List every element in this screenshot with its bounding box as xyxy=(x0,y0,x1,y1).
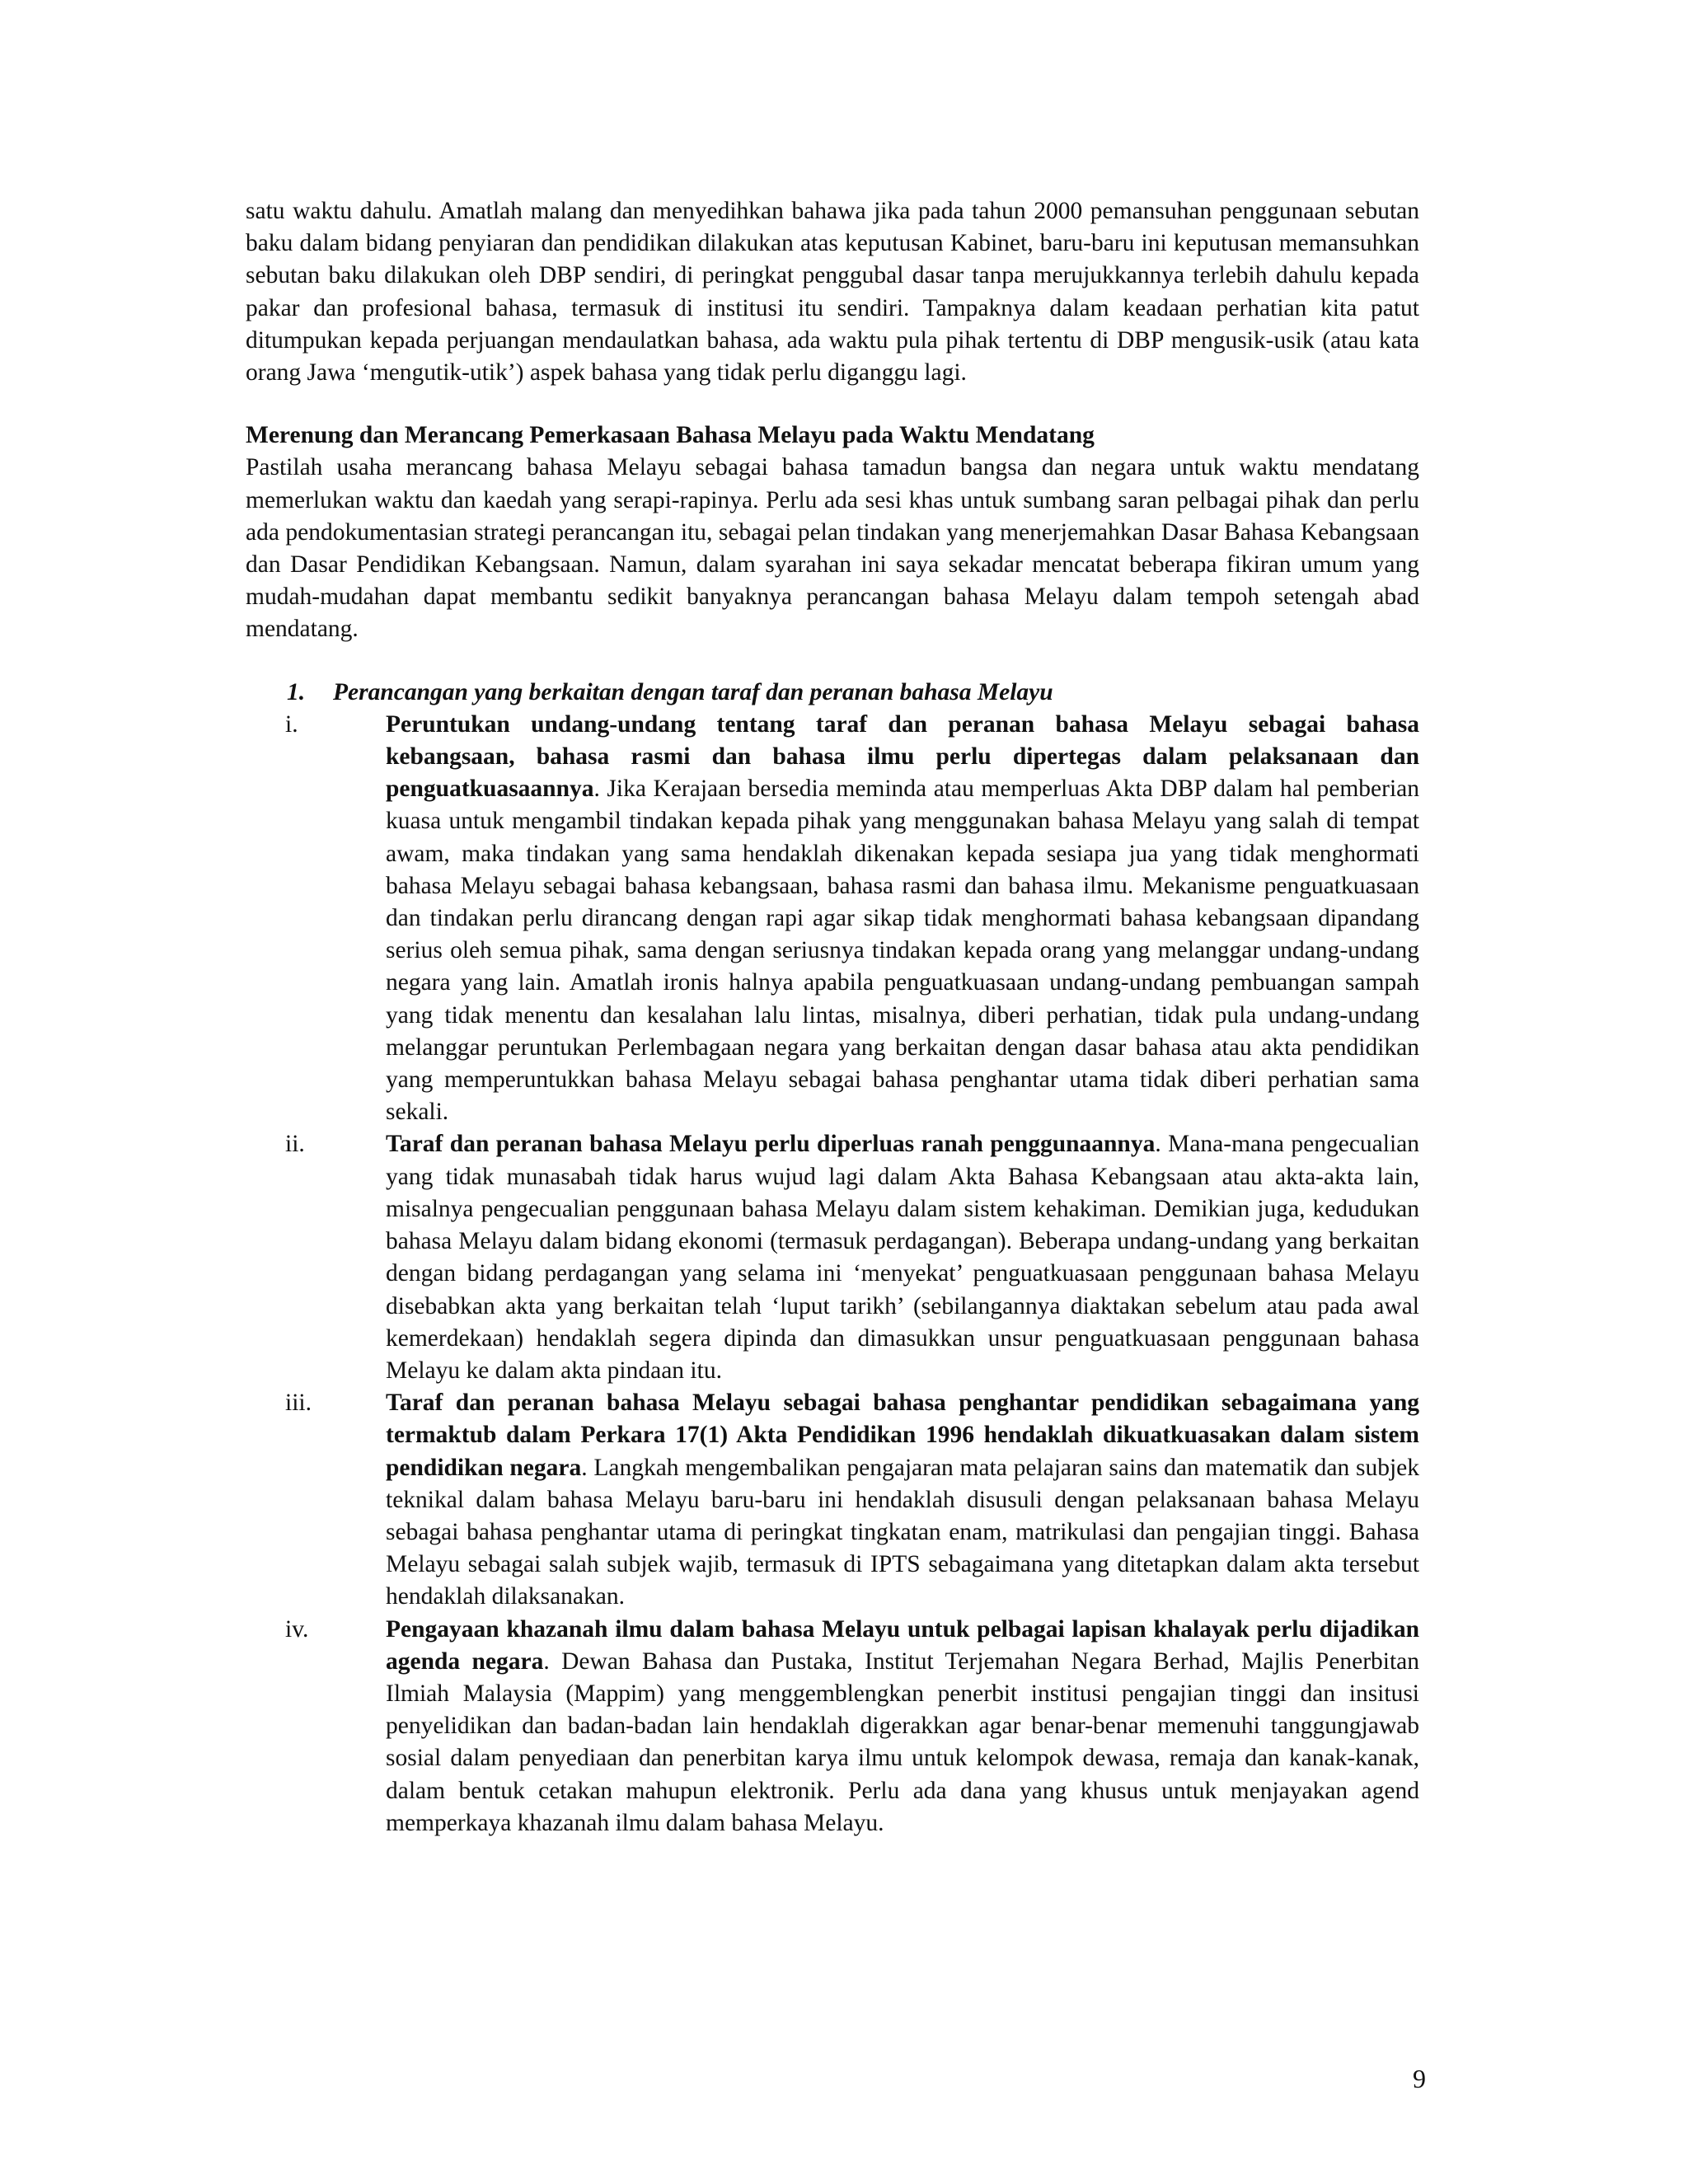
list-item-numeral: i. xyxy=(285,710,298,738)
list-item-lead: Peruntukan undang-undang tentang taraf dan peranan bahasa Melayu sebagai bahasa kebangsaan, bahasa rasmi dan bahasa ilmu perlu dipertegas dalam pelaksanaan dan penguatkuasaannya xyxy=(386,710,1419,803)
section-heading: Merenung dan Merancang Pemerkasaan Bahasa Melayu pada Waktu Mendatang xyxy=(246,422,1095,449)
subheading-number: 1. xyxy=(287,678,306,705)
intro-paragraph: satu waktu dahulu. Amatlah malang dan menyedihkan bahawa jika pada tahun 2000 pemansuhan penggunaan sebutan baku dalam bidang penyiaran dan pendidikan dilakukan atas keputusan Kabinet, baru-baru ini keputusan memansuhkan sebutan baku dilakukan oleh DBP sendiri, di peringkat penggubal dasar tanpa merujukkannya terlebih dahulu kepada pakar dan profesional bahasa, termasuk di institusi itu sendiri. Tampaknya dalam keadaan perhatian kita patut ditumpukan kepada perjuangan mendaulatkan bahasa, ada waktu pula pihak tertentu di DBP mengusik-usik (atau kata orang Jawa ‘mengutik-utik’) aspek bahasa yang tidak perlu diganggu lagi. xyxy=(246,198,1419,387)
list-item-text: . Mana-mana pengecualian yang tidak munasabah tidak harus wujud lagi dalam Akta Bahasa Kebangsaan atau akta-akta lain, misalnya pengecualian penggunaan bahasa Melayu dalam sistem kehakiman. Demikian juga, kedudukan bahasa Melayu dalam bidang ekonomi (termasuk perdagangan). Beberapa undang-undang yang berkaitan dengan bidang perdagangan yang selama ini ‘menyekat’ penguatkuasaan penggunaan bahasa Melayu disebabkan akta yang berkaitan telah ‘luput tarikh’ (sebilangannya diaktakan sebelum atau pada awal kemerdekaan) hendaklah segera dipinda dan dimasukkan unsur penguatkuasaan penggunaan bahasa Melayu ke dalam akta pindaan itu. xyxy=(386,1131,1419,1384)
page-number: 9 xyxy=(1413,2064,1426,2093)
list-item xyxy=(246,1128,1419,1387)
list-item xyxy=(246,709,1419,1129)
list-item-body xyxy=(386,1128,1419,1387)
list-item-lead: Taraf dan peranan bahasa Melayu sebagai bahasa penghantar pendidikan sebagaimana yang termaktub dalam Perkara 17(1) Akta Pendidikan 1996 hendaklah dikuatkuasakan dalam sistem pendidikan negara xyxy=(386,1390,1419,1481)
heading-paragraph: Pastilah usaha merancang bahasa Melayu sebagai bahasa tamadun bangsa dan negara untuk waktu mendatang memerlukan waktu dan kaedah yang serapi-rapinya. Perlu ada sesi khas untuk sumbang saran pelbagai pihak dan perlu ada pendokumentasian strategi perancangan itu, sebagai pelan tindakan yang menerjemahkan Dasar Bahasa Kebangsaan dan Dasar Pendidikan Kebangsaan. Namun, dalam syarahan ini saya sekadar mencatat beberapa fikiran umum yang mudah-mudahan dapat membantu sedikit banyaknya perancangan bahasa Melayu dalam tempoh setengah abad mendatang. xyxy=(246,454,1419,643)
list-item-body xyxy=(386,709,1419,1129)
numbered-subheading xyxy=(246,677,1419,709)
list-item xyxy=(246,1387,1419,1613)
list-item-text: . Dewan Bahasa dan Pustaka, Institut Terjemahan Negara Berhad, Majlis Penerbitan Ilmiah Malaysia (Mappim) yang menggemblengkan penerbit institusi pengajian tinggi dan insitusi penyelidikan dan badan-badan lain hendaklah digerakkan agar benar-benar memenuhi tanggungjawab sosial dalam penyediaan dan penerbitan karya ilmu untuk kelompok dewasa, remaja dan kanak-kanak, dalam bentuk cetakan mahupun elektronik. Perlu ada dana yang khusus untuk menjayakan agend memperkaya khazanah ilmu dalam bahasa Melayu. xyxy=(386,1647,1420,1836)
list-item-numeral: iv. xyxy=(285,1615,309,1643)
list-item-lead: Pengayaan khazanah ilmu dalam bahasa Melayu untuk pelbagai lapisan khalayak perlu dijadikan agenda negara xyxy=(386,1615,1419,1675)
subheading-title: Perancangan yang berkaitan dengan taraf dan peranan bahasa Melayu xyxy=(333,678,1053,705)
list-item-text: . Langkah mengembalikan pengajaran mata pelajaran sains dan matematik dan subjek teknikal dalam bahasa Melayu baru-baru ini hendaklah disusuli dengan pelaksanaan bahasa Melayu sebagai bahasa penghantar utama di peringkat tingkatan enam, matrikulasi dan pengajian tinggi. Bahasa Melayu sebagai salah subjek wajib, termasuk di IPTS sebagaimana yang ditetapkan dalam akta tersebut hendaklah dilaksanakan. xyxy=(386,1454,1419,1610)
list-item-numeral: ii. xyxy=(285,1131,305,1158)
list-item-body xyxy=(386,1614,1419,1840)
list-item-body xyxy=(386,1387,1419,1613)
list-item-lead: Taraf dan peranan bahasa Melayu perlu diperluas ranah penggunaannya xyxy=(386,1131,1156,1158)
page-body xyxy=(246,195,1419,1840)
list-item-numeral: iii. xyxy=(285,1390,312,1417)
list-item xyxy=(246,1614,1419,1840)
list-item-text: . Jika Kerajaan bersedia meminda atau memperluas Akta DBP dalam hal pemberian kuasa untuk mengambil tindakan kepada pihak yang menggunakan bahasa Melayu yang salah di tempat awam, maka tindakan yang sama hendaklah dikenakan kepada sesiapa jua yang tidak menghormati bahasa Melayu sebagai bahasa kebangsaan, bahasa rasmi dan bahasa ilmu. Mekanisme penguatkuasaan dan tindakan perlu dirancang dengan rapi agar sikap tidak menghormati bahasa kebangsaan dipandang serius oleh semua pihak, sama dengan seriusnya tindakan kepada orang yang melanggar undang-undang negara yang lain. Amatlah ironis halnya apabila penguatkuasaan undang-undang pembuangan sampah yang tidak menentu dan kesalahan lalu lintas, misalnya, diberi perhatian, tidak pula undang-undang melanggar peruntukan Perlembagaan negara yang berkaitan dengan dasar bahasa atau akta pendidikan yang memperuntukkan bahasa Melayu sebagai bahasa penghantar utama tidak diberi perhatian sama sekali. xyxy=(386,776,1419,1126)
